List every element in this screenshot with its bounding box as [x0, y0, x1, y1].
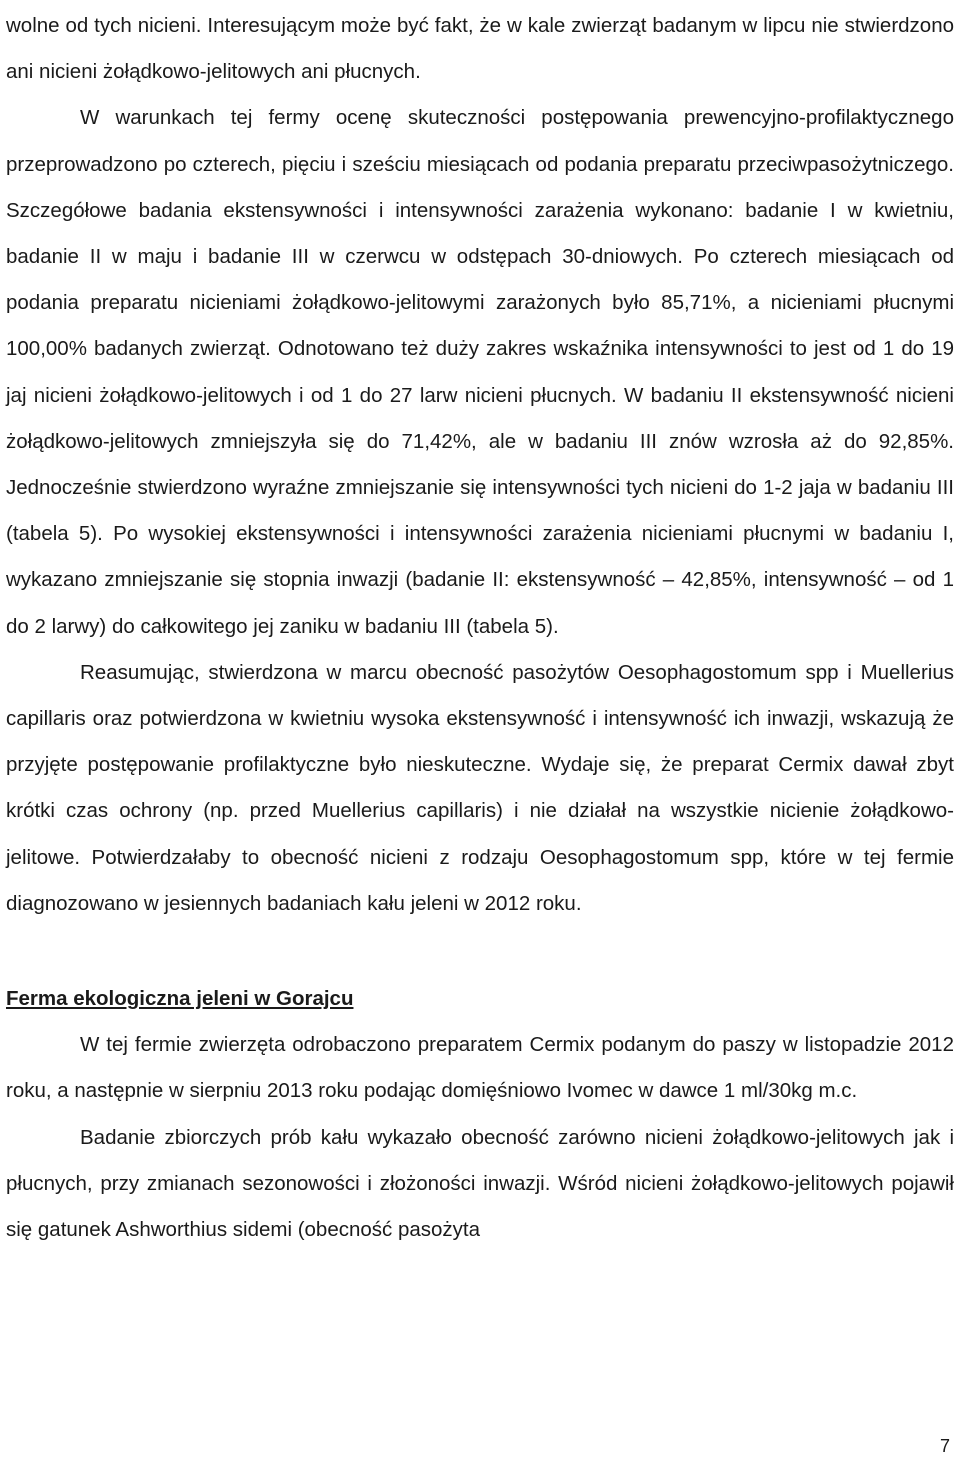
paragraph-continuation: wolne od tych nicieni. Interesującym może być fakt, że w kale zwierząt badanym w lipcu nie stwierdzono ani nicieni żołądkowo-jelitowych ani płucnych.	[6, 14, 954, 84]
section-spacer	[6, 927, 954, 976]
document-page	[6, 0, 954, 1253]
paragraph-effectiveness-assessment: W warunkach tej fermy ocenę skuteczności postępowania prewencyjno-profilaktycznego przeprowadzono po czterech, pięciu i sześciu miesiącach od podania preparatu przeciwpasożytniczego. Szczegółowe badania ekstensywności i intensywności zarażenia wykonano: badanie I w kwietniu, badanie II w maju i badanie III w czerwcu w odstępach 30-dniowych. Po czterech miesiącach od podania preparatu nicieniami żołądkowo-jelitowymi zarażonych było 85,71%, a nicieniami płucnymi 100,00% badanych zwierząt. Odnotowano też duży zakres wskaźnika intensywności to jest od 1 do 19 jaj nicieni żołądkowo-jelitowych i od 1 do 27 larw nicieni płucnych. W badaniu II ekstensywność nicieni żołądkowo-jelitowych zmniejszyła się do 71,42%, ale w badaniu III znów wzrosła aż do 92,85%. Jednocześnie stwierdzono wyraźne zmniejszanie się intensywności tych nicieni do 1-2 jaja w badaniu III (tabela 5). Po wysokiej ekstensywności i intensywności zarażenia nicieniami płucnymi w badaniu I, wykazano zmniejszanie się stopnia inwazji (badanie II: ekstensywność – 42,85%, intensywność – od 1 do 2 larwy) do całkowitego jej zaniku w badaniu III (tabela 5).	[6, 106, 954, 638]
paragraph-fecal-samples: Badanie zbiorczych prób kału wykazało obecność zarówno nicieni żołądkowo-jelitowych jak i płucnych, przy zmianach sezonowości i złożoności inwazji. Wśród nicieni żołądkowo-jelitowych pojawił się gatunek Ashworthius sidemi (obecność pasożyta	[6, 1125, 954, 1242]
page-number: 7	[939, 1436, 950, 1456]
paragraph-summary: Reasumując, stwierdzona w marcu obecność pasożytów Oesophagostomum spp i Muellerius capillaris oraz potwierdzona w kwietniu wysoka ekstensywność i intensywność ich inwazji, wskazują że przyjęte postępowanie profilaktyczne było nieskuteczne. Wydaje się, że preparat Cermix dawał zbyt krótki czas ochrony (np. przed Muellerius capillaris) i nie działał na wszystkie nicienie żołądkowo-jelitowe. Potwierdzałaby to obecność nicieni z rodzaju Oesophagostomum spp, które w tej fermie diagnozowano w jesiennych badaniach kału jeleni w 2012 roku.	[6, 660, 954, 915]
paragraph-deworming: W tej fermie zwierzęta odrobaczono preparatem Cermix podanym do paszy w listopadzie 2012 roku, a następnie w sierpniu 2013 roku podając domięśniowo Ivomec w dawce 1 ml/30kg m.c.	[6, 1033, 954, 1103]
section-heading: Ferma ekologiczna jeleni w Gorajcu	[6, 987, 354, 1011]
